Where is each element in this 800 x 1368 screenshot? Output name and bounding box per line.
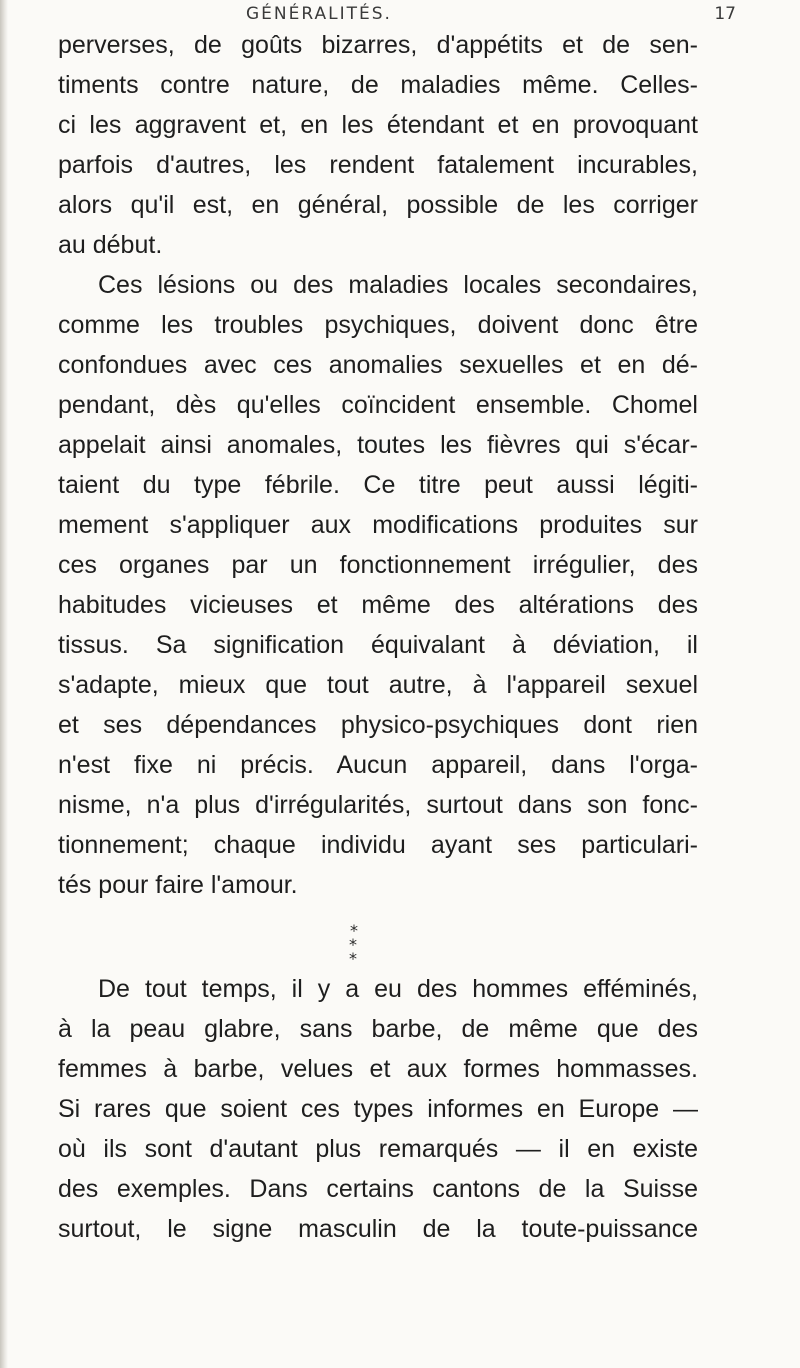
- text-line: nisme, n'a plus d'irrégularités, surtout dans son fonc-: [58, 791, 698, 819]
- text-line: n'est fixe ni précis. Aucun appareil, dans l'orga-: [58, 751, 698, 779]
- text-line: des exemples. Dans certains cantons de la Suisse: [58, 1175, 698, 1203]
- text-line: au début.: [58, 231, 163, 259]
- text-line: Ces lésions ou des maladies locales secondaires,: [98, 271, 698, 299]
- text-line: tés pour faire l'amour.: [58, 871, 298, 899]
- text-line: pendant, dès qu'elles coïncident ensemble. Chomel: [58, 391, 698, 419]
- text-line: alors qu'il est, en général, possible de les corriger: [58, 191, 698, 219]
- text-line: tissus. Sa signification équivalant à déviation, il: [58, 631, 698, 659]
- asterism-bottom: * *: [349, 935, 365, 968]
- text-line: et ses dépendances physico-psychiques dont rien: [58, 711, 698, 739]
- text-line: ces organes par un fonctionnement irrégulier, des: [58, 551, 698, 579]
- text-line: Si rares que soient ces types informes en Europe —: [58, 1095, 698, 1123]
- section-separator-asterism: [336, 921, 372, 968]
- running-head: GÉNÉRALITÉS.: [246, 4, 392, 24]
- text-line: tionnement; chaque individu ayant ses particulari-: [58, 831, 698, 859]
- text-line: De tout temps, il y a eu des hommes efféminés,: [98, 975, 698, 1003]
- text-line: parfois d'autres, les rendent fatalement incurables,: [58, 151, 698, 179]
- text-line: perverses, de goûts bizarres, d'appétits et de sen-: [58, 31, 698, 59]
- asterism-top: *: [350, 921, 358, 940]
- text-line: confondues avec ces anomalies sexuelles et en dé-: [58, 351, 698, 379]
- text-line: surtout, le signe masculin de la toute-puissance: [58, 1215, 698, 1243]
- text-line: femmes à barbe, velues et aux formes hommasses.: [58, 1055, 698, 1083]
- text-line: taient du type fébrile. Ce titre peut aussi légiti-: [58, 471, 698, 499]
- text-line: timents contre nature, de maladies même. Celles-: [58, 71, 698, 99]
- page-number: 17: [714, 4, 736, 24]
- text-line: appelait ainsi anomales, toutes les fièvres qui s'écar-: [58, 431, 698, 459]
- text-line: ci les aggravent et, en les étendant et en provoquant: [58, 111, 698, 139]
- text-line: à la peau glabre, sans barbe, de même que des: [58, 1015, 698, 1043]
- text-line: habitudes vicieuses et même des altérations des: [58, 591, 698, 619]
- text-line: mement s'appliquer aux modifications produites sur: [58, 511, 698, 539]
- text-line: s'adapte, mieux que tout autre, à l'appareil sexuel: [58, 671, 698, 699]
- text-line: comme les troubles psychiques, doivent donc être: [58, 311, 698, 339]
- page-gutter-shadow: [0, 0, 8, 1368]
- text-line: où ils sont d'autant plus remarqués — il en existe: [58, 1135, 698, 1163]
